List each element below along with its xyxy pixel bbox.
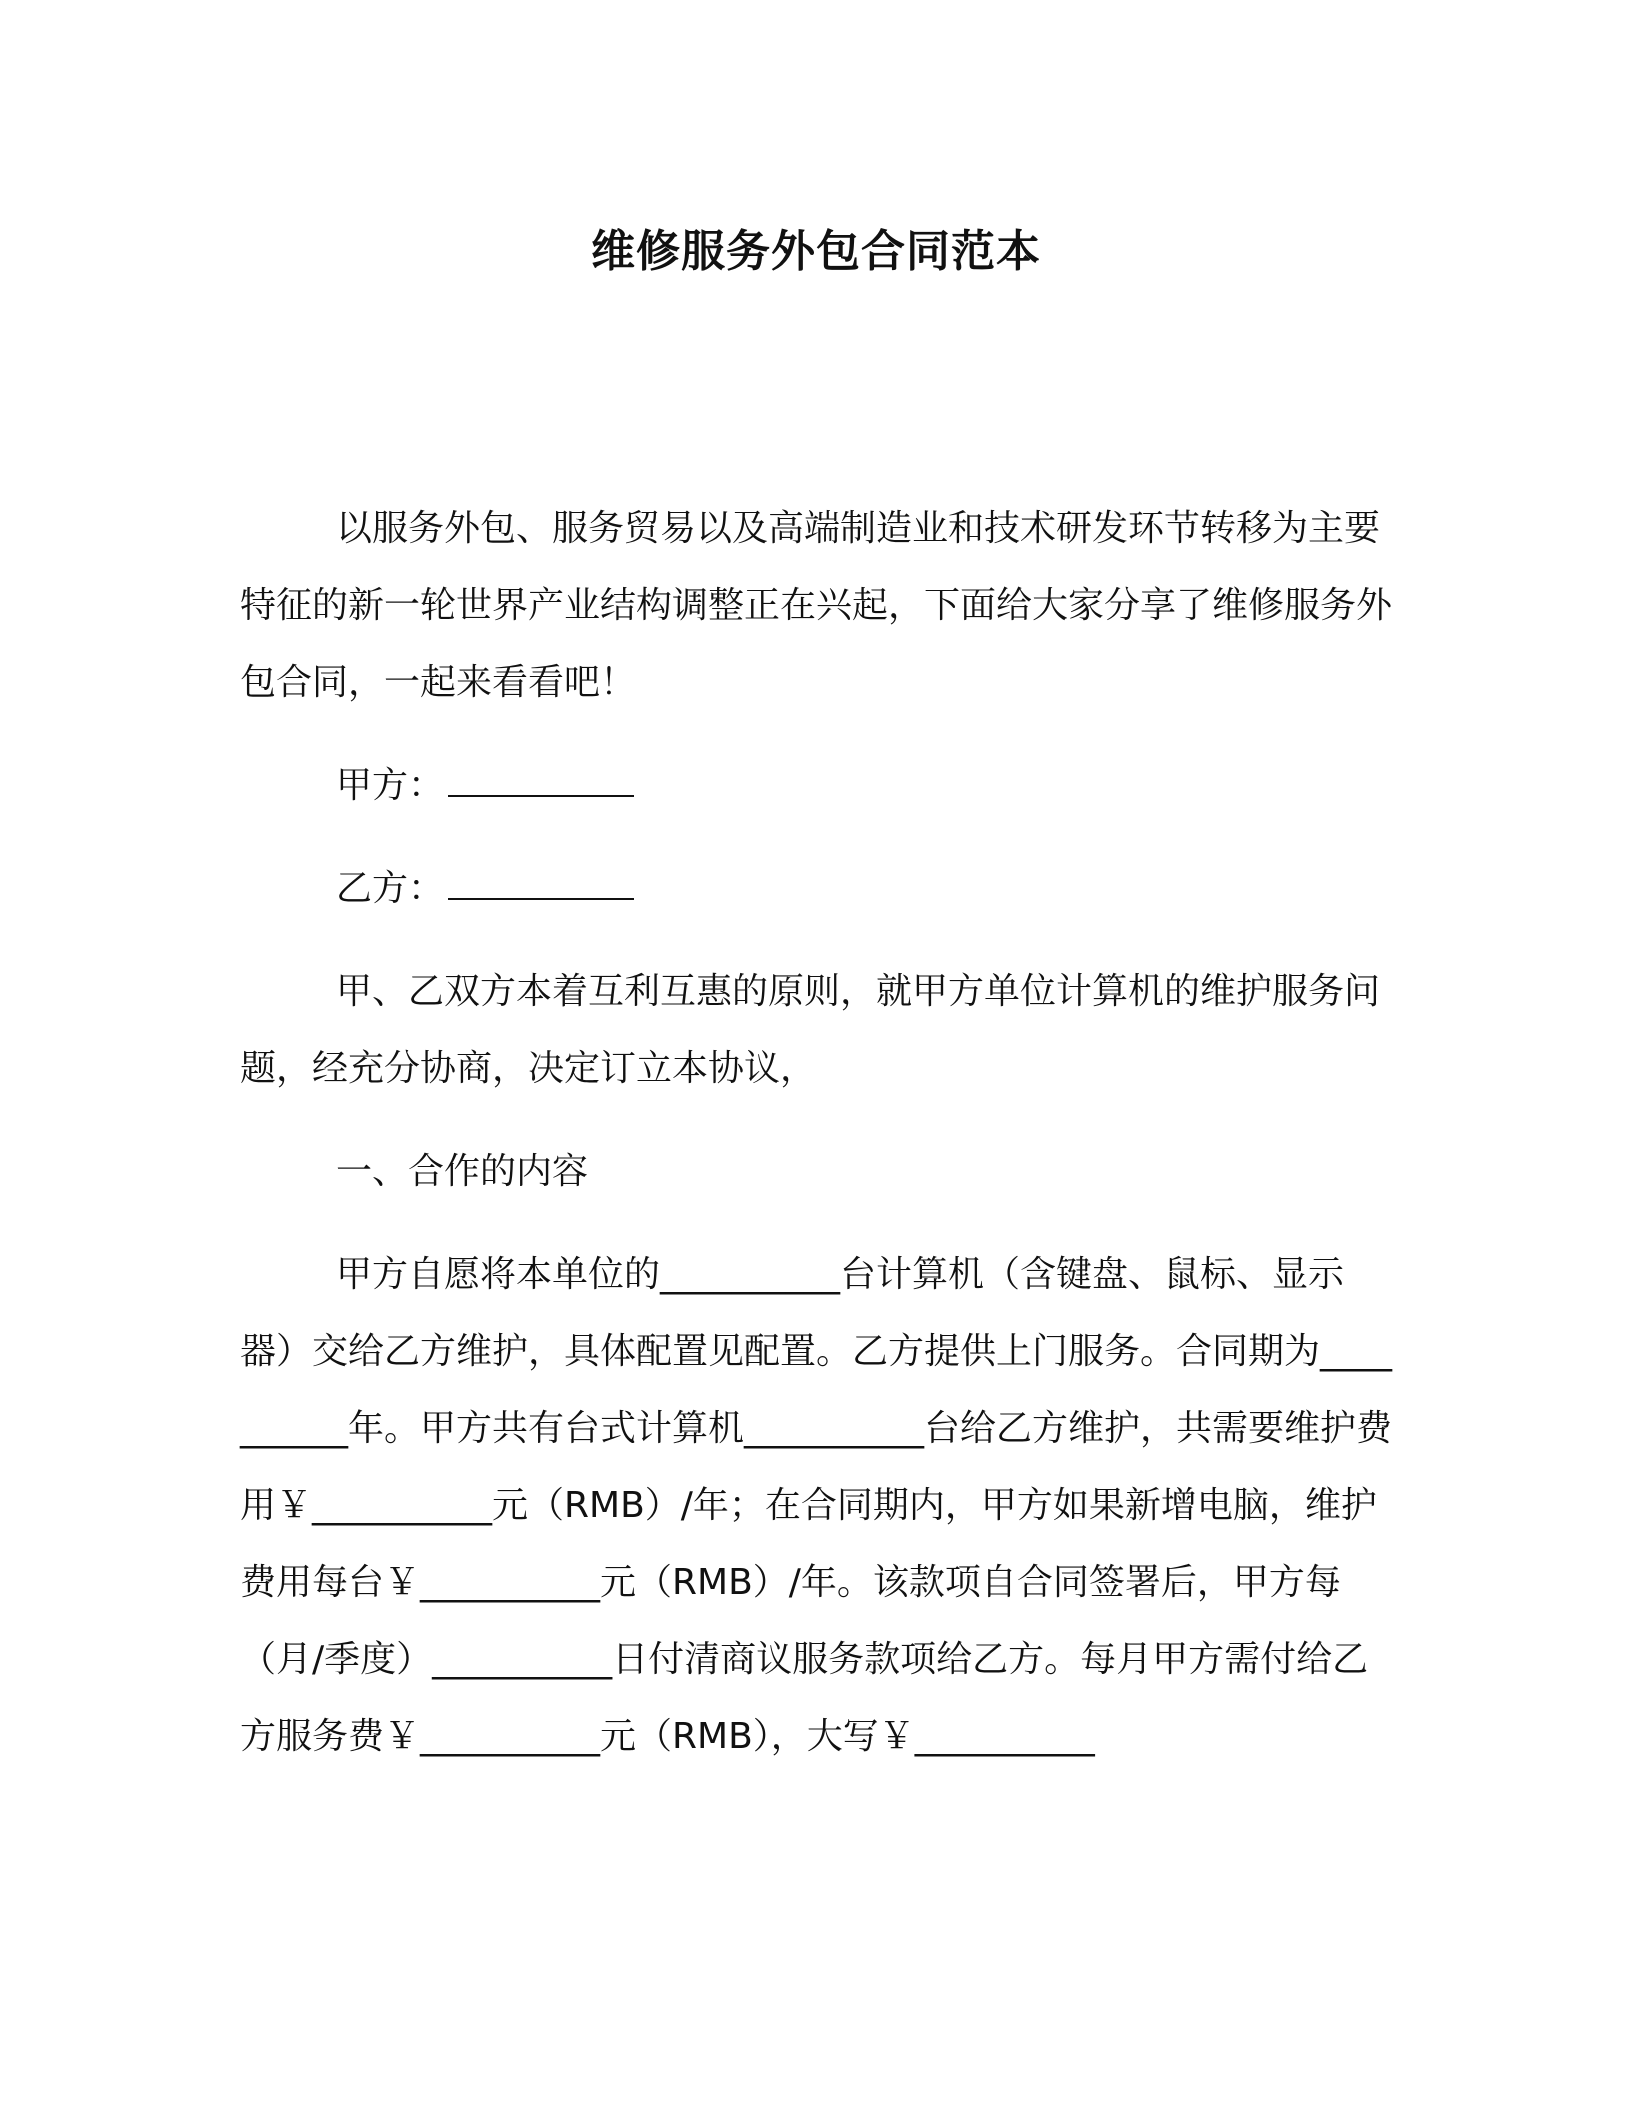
section-1-paragraph: 甲方自愿将本单位的__________台计算机（含键盘、鼠标、显示器）交给乙方维护，具体配置见配置。乙方提供上门服务。合同期为__________年。甲方共有台式计算机__________台给乙方维护，共需要维护费用￥__________元（RMB）/年；在合同期内，甲方如果新增电脑，维护费用每台￥__________元（RMB）/年。该款项自合同签署后，甲方每（月/季度）__________日付清商议服务款项给乙方。每月甲方需付给乙方服务费￥__________元（RMB），大写￥__________ [240, 1254, 1393, 1757]
party-b-blank [448, 868, 634, 900]
document-title: 维修服务外包合同范本 [591, 226, 1041, 277]
party-a-line [240, 747, 1392, 824]
agreement-paragraph: 甲、乙双方本着互利互惠的原则，就甲方单位计算机的维护服务问题，经充分协商，决定订立本协议， [240, 971, 1381, 1089]
party-b-line [240, 850, 1392, 927]
section-1-heading: 一、合作的内容 [336, 1151, 589, 1192]
party-a-blank [448, 765, 634, 797]
intro-paragraph: 以服务外包、服务贸易以及高端制造业和技术研发环节转移为主要特征的新一轮世界产业结构调整正在兴起，下面给大家分享了维修服务外包合同，一起来看看吧！ [240, 508, 1393, 703]
party-a-label: 甲方： [336, 765, 445, 806]
document-body [240, 490, 1392, 1775]
party-b-label: 乙方： [336, 868, 445, 909]
